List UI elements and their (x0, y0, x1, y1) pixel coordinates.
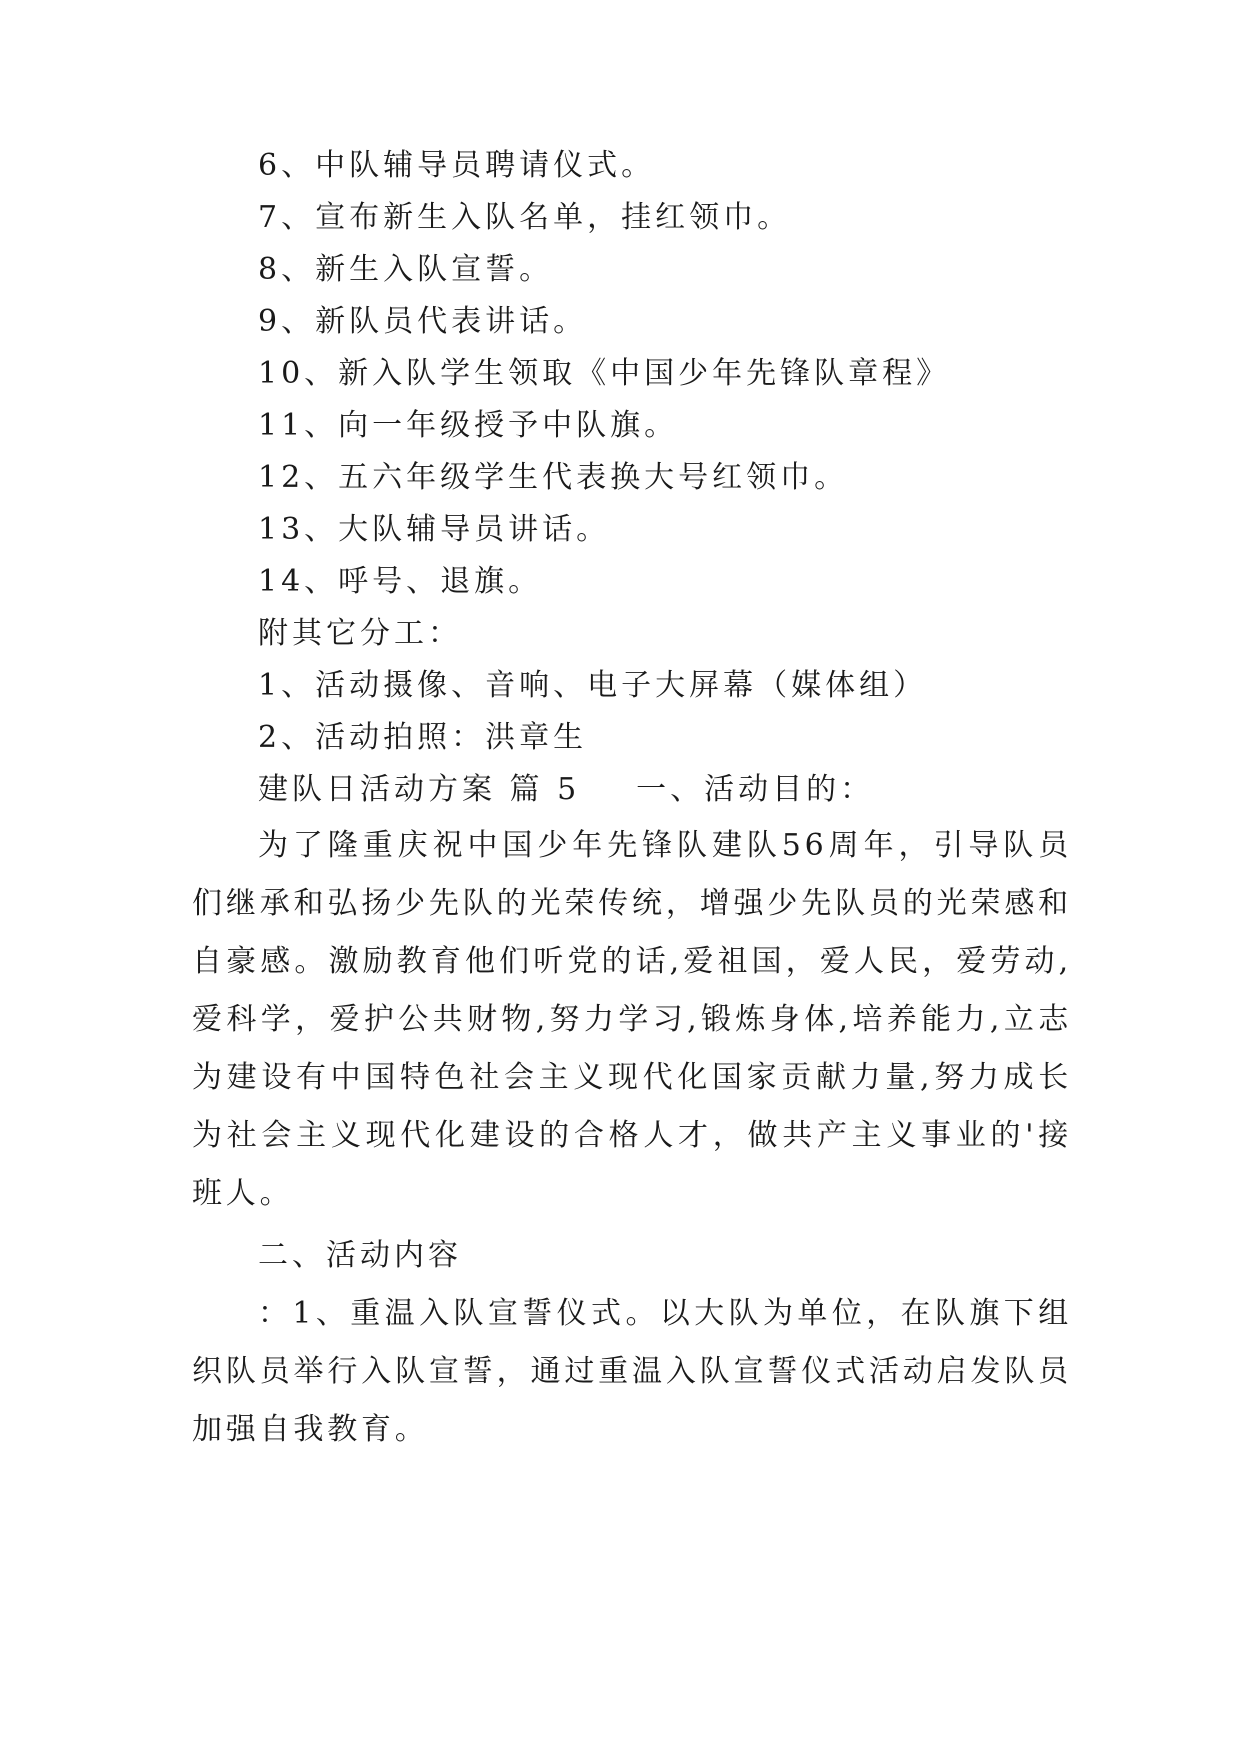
content-paragraph: ：1、重温入队宣誓仪式。以大队为单位，在队旗下组织队员举行入队宣誓，通过重温入队宣誓仪式活动启发队员加强自我教育。 (192, 1296, 1072, 1447)
list-item: 11、向一年级授予中队旗。 (258, 408, 679, 443)
list-item: 12、五六年级学生代表换大号红领巾。 (258, 460, 849, 495)
section-title: 建队日活动方案 篇 5 (258, 772, 581, 807)
list-item: 10、新入队学生领取《中国少年先锋队章程》 (258, 356, 951, 391)
other-tasks-heading: 附其它分工： (258, 616, 462, 651)
purpose-paragraph: 为了隆重庆祝中国少年先锋队建队56周年，引导队员们继承和弘扬少先队的光荣传统，增强少先队员的光荣感和自豪感。激励教育他们听党的话,爱祖国，爱人民，爱劳动,爱科学，爱护公共财物,努力学习,锻炼身体,培养能力,立志为建设有中国特色社会主义现代化国家贡献力量,努力成长为社会主义现代化建设的合格人才，做共产主义事业的'接班人。 (192, 828, 1072, 1211)
other-task-item: 1、活动摄像、音响、电子大屏幕（媒体组） (258, 668, 928, 703)
list-item: 7、宣布新生入队名单，挂红领巾。 (258, 200, 792, 235)
list-item: 13、大队辅导员讲话。 (258, 512, 611, 547)
other-task-item: 2、活动拍照：洪章生 (258, 720, 588, 755)
list-item: 9、新队员代表讲话。 (258, 304, 588, 339)
purpose-heading: 一、活动目的： (636, 772, 875, 807)
list-item: 6、中队辅导员聘请仪式。 (258, 148, 656, 183)
list-item: 14、呼号、退旗。 (258, 564, 543, 599)
content-heading: 二、活动内容 (258, 1238, 462, 1273)
section-title-line (258, 770, 874, 810)
list-item: 8、新生入队宣誓。 (258, 252, 554, 287)
